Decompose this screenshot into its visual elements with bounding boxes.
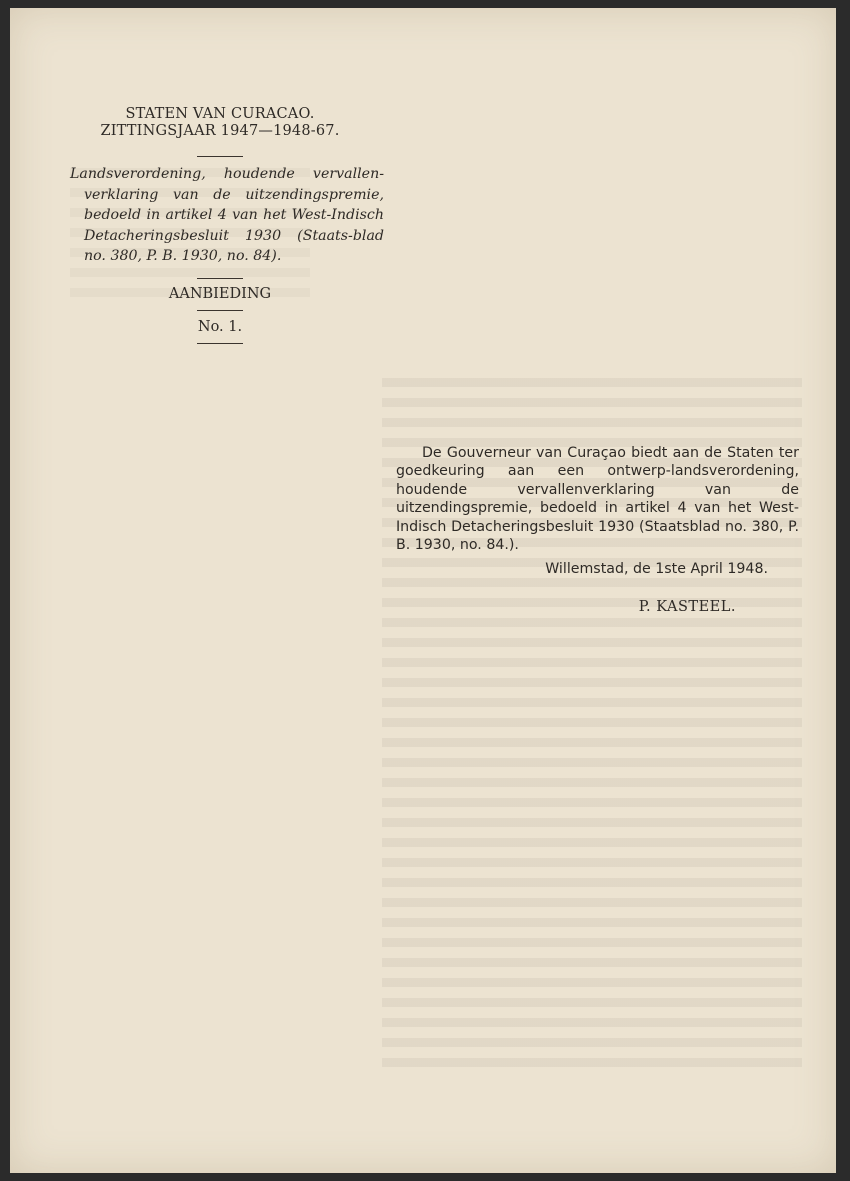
presentation-label: AANBIEDING [168, 285, 272, 302]
document-number: No. 1. [197, 318, 243, 335]
header-line-2: ZITTINGSJAAR 1947—1948-67. [100, 123, 340, 139]
document-title: Landsverordening, houdende vervallen-verklaring van de uitzendingspremie, bedoeld in artikel 4 van het West-Indisch Detacheringsbesluit 1930 (Staats-blad no. 380, P. B. 1930, no. 84). [70, 166, 384, 264]
place-date: Willemstad, de 1ste April 1948. [545, 561, 768, 577]
body-paragraph: De Gouverneur van Curaçao biedt aan de Staten ter goedkeuring aan een ontwerp-landsverordening, houdende vervallenverklaring van de uitzendingspremie, bedoeld in artikel 4 van het West-Indisch Detacheringsbesluit 1930 (Staatsblad no. 380, P. B. 1930, no. 84.). [396, 445, 799, 554]
divider-rule [197, 156, 243, 157]
header-line-1: STATEN VAN CURACAO. [125, 106, 315, 122]
divider-rule [197, 310, 243, 311]
divider-rule [197, 343, 243, 344]
document-page [10, 8, 836, 1173]
document-header [70, 106, 384, 344]
divider-rule [197, 278, 243, 279]
signature: P. KASTEEL. [638, 599, 736, 615]
